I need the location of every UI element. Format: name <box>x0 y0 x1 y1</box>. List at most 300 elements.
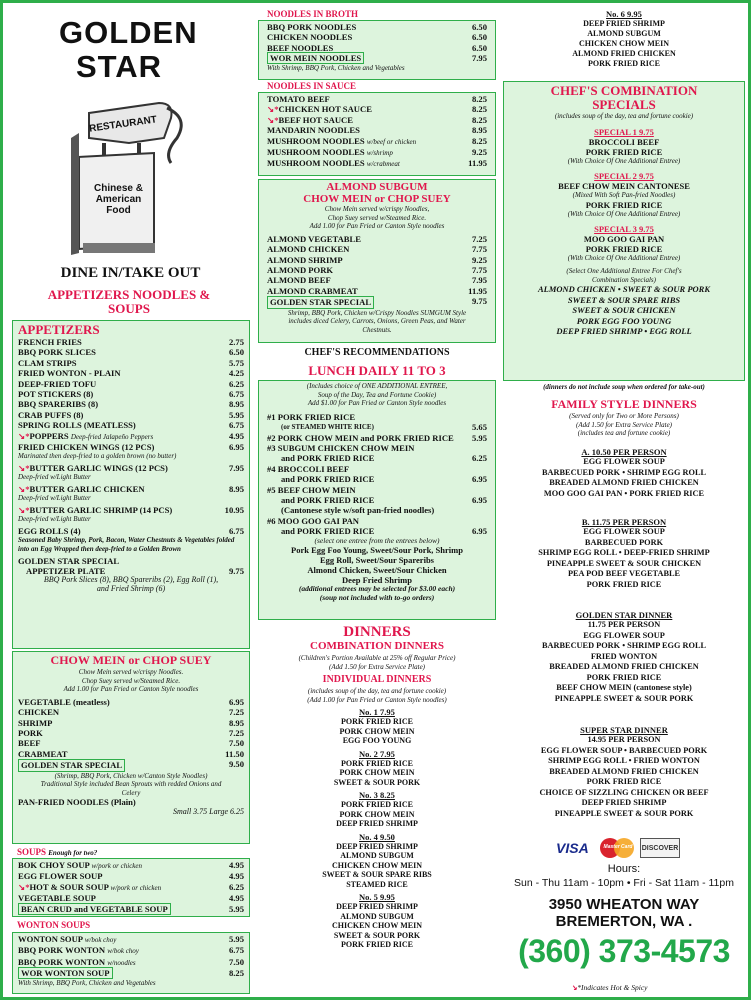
special-item: PORK FRIED RICE <box>585 199 663 210</box>
item-price: 5.95 <box>228 903 244 914</box>
wonton-note: With Shrimp, BBQ Pork, Chicken and Vegetables <box>18 978 156 987</box>
item-label-group <box>267 275 331 285</box>
special-note: (With Choice Of One Additional Entree) <box>567 254 681 263</box>
menu-item <box>267 115 487 125</box>
chow-mein-note-1: Chow Mein served w/crispy Noodles. <box>78 668 184 676</box>
item-name: GOLDEN STAR SPECIAL <box>18 759 125 771</box>
item-name: SHRIMP <box>18 717 53 728</box>
family-item: EGG FLOWER SOUP <box>583 457 665 466</box>
item-name: ALMOND BEEF <box>267 275 331 286</box>
lunch-choice-1: Pork Egg Foo Young, Sweet/Sour Pork, Shrimp <box>291 545 463 556</box>
lunch-item-sub: and PORK FRIED RICE <box>281 453 375 464</box>
chow-mein-section <box>12 651 250 844</box>
family-item: BEEF CHOW MEIN (cantonese style) <box>556 683 692 692</box>
broth-list <box>267 22 487 64</box>
lunch-item-line2 <box>267 495 487 505</box>
special-item: PORK FRIED RICE <box>585 146 663 157</box>
family-item: PINEAPPLE SWEET & SOUR PORK <box>554 693 694 703</box>
item-price: 5.95 <box>228 409 244 420</box>
lunch-list <box>267 412 487 537</box>
item-name: EGG ROLLS (4) <box>18 526 81 537</box>
item-label-group <box>267 147 393 158</box>
hours-text: Sun - Thu 11am - 10pm • Fri - Sat 11am - 11pm <box>514 877 734 889</box>
combo-items <box>501 19 747 69</box>
item-label-group <box>18 968 113 978</box>
family-item: BARBECUED PORK • SHRIMP EGG ROLL <box>541 467 707 477</box>
wonton-list <box>18 934 244 979</box>
chow-mein-note-3: Add 1.00 for Pan Fried or Canton Style noodles <box>63 685 199 694</box>
menu-item <box>18 526 244 536</box>
combo-no6 <box>501 9 747 69</box>
item-price: 8.95 <box>228 399 244 410</box>
item-label-group <box>18 410 83 420</box>
hot-spicy-icon: ↘* <box>18 484 30 495</box>
item-name: WOR WONTON SOUP <box>18 967 113 979</box>
lunch-choice-3: Almond Chicken, Sweet/Sour Chicken <box>307 565 447 576</box>
lunch-item <box>267 443 487 453</box>
entree-option: DEEP FRIED SHRIMP • EGG ROLL <box>556 326 692 337</box>
item-price: 4.25 <box>228 368 244 379</box>
family-item: EGG FLOWER SOUP <box>583 527 665 536</box>
item-name: PORK <box>18 728 43 738</box>
item-name: CHICKEN HOT SAUCE <box>278 104 372 115</box>
menu-item <box>267 147 487 158</box>
item-price: 6.95 <box>228 442 244 453</box>
menu-item <box>18 871 244 881</box>
item-price: 11.95 <box>468 158 487 169</box>
combo-item: DEEP FRIED SHRIMP <box>336 902 418 911</box>
item-price: 6.95 <box>228 696 244 707</box>
menu-item <box>18 860 244 871</box>
restaurant-logo <box>59 11 199 256</box>
family-item: SHRIMP EGG ROLL • DEEP-FRIED SHRIMP <box>538 548 710 557</box>
family-item: BREADED ALMOND FRIED CHICKEN <box>549 662 699 671</box>
menu-item <box>18 728 244 738</box>
lunch-item-price: 6.95 <box>471 495 487 506</box>
family-item: PINEAPPLE SWEET & SOUR CHICKEN <box>546 558 702 568</box>
lunch-item <box>267 433 487 443</box>
hot-spicy-legend <box>571 983 648 992</box>
sign-food-line2: American <box>95 194 142 205</box>
family-item: BREADED ALMOND FRIED CHICKEN <box>549 766 699 776</box>
item-price: 4.95 <box>228 871 244 882</box>
family-dinner-b <box>501 517 747 590</box>
hot-spicy-icon: ↘* <box>18 505 30 516</box>
family-item: PORK FRIED RICE <box>586 777 662 786</box>
lunch-item-price: 6.95 <box>471 474 487 485</box>
combo-dinner-list <box>255 707 499 953</box>
menu-item <box>18 337 244 347</box>
item-note: Shrimp, BBQ Pork, Chicken w/Crispy Noodles SUMGUM Style includes diced Celery, Carrots, Onions, Green Peas, and Water Chestnuts. <box>287 308 467 334</box>
lunch-foot-2: (soup not included with to-go orders) <box>319 592 435 602</box>
menu-item <box>267 104 487 114</box>
logo-name-line1: GOLDEN <box>59 15 198 50</box>
item-price: 6.75 <box>228 945 244 956</box>
item-desc: w/shrimp <box>366 149 393 158</box>
item-desc: w/bok choy <box>107 947 139 956</box>
item-price: 4.95 <box>228 893 244 904</box>
family-item: PORK FRIED RICE <box>586 579 662 589</box>
family-notes <box>501 412 747 438</box>
item-desc: w/pork or chicken <box>91 862 143 870</box>
item-price: Small 3.75 Large 6.25 <box>172 806 244 816</box>
left-column <box>9 7 252 999</box>
chefs-select-note: (Select One Additional Entree For Chef's Combination Specials) <box>566 266 682 284</box>
lunch-item-name: (Cantonese style w/soft pan-fried noodles) <box>281 505 435 516</box>
item-name: MUSHROOM NOODLES <box>267 147 365 158</box>
combo-item: SWEET & SOUR SPARE RIBS <box>322 870 432 879</box>
combo-head: No. 5 9.95 <box>359 892 395 902</box>
dinners-note-1: (Children's Portion Available at 25% off Regular Price) <box>298 654 456 662</box>
individual-dinners-title: INDIVIDUAL DINNERS <box>322 674 432 685</box>
menu-item <box>18 968 244 978</box>
item-price: 9.75 <box>471 296 487 307</box>
item-price: 7.50 <box>228 956 244 967</box>
right-column <box>501 7 747 999</box>
family-item: EGG FLOWER SOUP <box>583 630 665 640</box>
item-label-group <box>267 32 352 42</box>
item-desc: w/pork or chicken <box>110 883 162 892</box>
wonton-soups-section <box>12 932 250 994</box>
item-label-group <box>267 115 353 125</box>
item-label-group <box>267 234 361 244</box>
almond-note-2: Chop Suey served w/Steamed Rice. <box>327 213 427 222</box>
lunch-select: (select one entree from the entrees below) <box>314 535 440 545</box>
family-item: MOO GOO GAI PAN • PORK FRIED RICE <box>543 488 705 498</box>
item-price: 7.75 <box>471 265 487 275</box>
menu-item <box>18 431 244 442</box>
item-name: ALMOND CHICKEN <box>267 244 350 255</box>
family-item: DEEP FRIED SHRIMP <box>581 798 667 807</box>
menu-item <box>18 556 244 566</box>
chow-mein-title: CHOW MEIN or CHOP SUEY <box>50 653 212 667</box>
item-label-group <box>267 22 356 32</box>
lunch-item-line2 <box>267 422 487 432</box>
item-price: 8.25 <box>471 135 487 146</box>
item-desc: w/bok choy <box>84 936 117 944</box>
item-name: ALMOND CRABMEAT <box>267 285 358 296</box>
item-label-group <box>18 934 116 945</box>
item-name: BBQ SPARERIBS (8) <box>18 399 99 410</box>
chow-mein-note-2: Chop Suey served w/Steamed Rice. <box>81 676 181 685</box>
family-item: FRIED WONTON <box>590 651 658 661</box>
menu-item <box>267 94 487 104</box>
appetizers-noodles-title: APPETIZERS NOODLES & SOUPS <box>47 287 211 316</box>
noodles-sauce-title: NOODLES IN SAUCE <box>267 81 357 91</box>
combo-item: EGG FOO YOUNG <box>342 736 412 745</box>
almond-title-1: ALMOND SUBGUM <box>326 181 428 193</box>
lunch-item <box>267 464 487 474</box>
family-head: B. 11.75 PER PERSON <box>581 517 667 527</box>
menu-item <box>18 738 244 748</box>
item-label-group <box>267 136 416 147</box>
combo-item: PORK FRIED RICE <box>587 59 660 68</box>
menu-item <box>18 379 244 389</box>
discover-label: DISCOVER <box>641 844 679 852</box>
almond-note-1: Chow Mein served w/crispy Noodles, <box>324 205 430 213</box>
item-price: 8.95 <box>228 717 244 728</box>
almond-title-2: CHOW MEIN or CHOP SUEY <box>303 193 451 205</box>
lunch-item-name: #2 PORK CHOW MEIN and PORK FRIED RICE <box>267 432 454 443</box>
item-label-group <box>18 389 93 399</box>
lunch-item-price: 5.65 <box>471 422 487 433</box>
family-style-title: FAMILY STYLE DINNERS <box>551 397 697 411</box>
item-price: 8.25 <box>471 104 487 115</box>
item-name: BBQ PORK NOODLES <box>267 22 357 32</box>
hot-spicy-icon: ↘* <box>267 104 279 115</box>
hot-spicy-icon: ↘* <box>267 114 279 125</box>
menu-item <box>18 505 244 515</box>
combo-item: CHICKEN CHOW MEIN <box>578 39 670 48</box>
item-label-group <box>267 104 372 114</box>
item-label-group <box>267 244 349 254</box>
family-item: EGG FLOWER SOUP • BARBECUED PORK <box>540 745 708 755</box>
item-label-group <box>18 707 59 717</box>
item-price: 7.25 <box>228 707 244 718</box>
item-price: 4.95 <box>228 860 244 870</box>
item-price: 8.95 <box>471 125 487 136</box>
golden-star-dinner <box>501 610 747 704</box>
menu-item <box>18 463 244 473</box>
item-label-group <box>18 860 142 871</box>
item-name: FRIED WONTON - PLAIN <box>18 368 121 379</box>
family-item: PORK FRIED RICE <box>586 672 662 682</box>
item-price: 8.25 <box>228 968 244 979</box>
lunch-foot-1: (additional entrees may be selected for $3.00 each) <box>298 584 456 594</box>
almond-subgum-section <box>258 179 496 343</box>
almond-note-3: Add 1.00 for Pan Fried or Canton Style noodles <box>309 222 445 231</box>
chefs-combo-title-2: SPECIALS <box>592 97 656 112</box>
item-name: ALMOND SHRIMP <box>267 254 343 265</box>
item-name: WOR MEIN NOODLES <box>267 52 364 64</box>
item-label-group <box>18 871 103 881</box>
combo-item: ALMOND FRIED CHICKEN <box>572 49 676 58</box>
special-note: (With Choice Of One Additional Entree) <box>567 209 681 218</box>
item-note: Marinated then deep-fried to a golden brown (no butter) <box>18 452 177 461</box>
combo-head: No. 4 9.50 <box>359 831 395 842</box>
lunch-item-name: #3 SUBGUM CHICKEN CHOW MEIN <box>267 443 415 453</box>
lunch-item-name: #5 BEEF CHOW MEIN <box>267 484 356 495</box>
combo-item: PORK CHOW MEIN <box>339 726 415 736</box>
item-name: BUTTER GARLIC SHRIMP (14 PCS) <box>29 505 173 516</box>
lunch-item-name: #6 MOO GOO GAI PAN <box>267 515 359 526</box>
item-desc: w/beef or chicken <box>366 137 417 146</box>
menu-item <box>267 136 487 147</box>
combo-item: PORK FRIED RICE <box>340 940 413 949</box>
item-name: VEGETABLE SOUP <box>18 893 96 904</box>
sign-food-line3: Food <box>106 205 131 216</box>
menu-item <box>267 265 487 275</box>
special-note: (With Choice Of One Additional Entree) <box>567 156 681 165</box>
family-note-1: (Served only for Two or More Persons) <box>569 412 679 420</box>
combination-dinners-title: COMBINATION DINNERS <box>310 640 444 652</box>
menu-item <box>18 420 244 430</box>
item-price: 9.25 <box>471 147 487 158</box>
item-name: POPPERS <box>29 430 69 441</box>
family-item: PEA POD BEEF VEGETABLE <box>567 569 681 578</box>
hot-spicy-icon: ↘* <box>18 463 30 474</box>
menu-item <box>18 759 244 771</box>
appetizers-section <box>12 320 250 649</box>
item-note: Seasoned Baby Shrimp, Pork, Bacon, Water Chestnuts & Vegetables folded into an Egg Wrapped then deep-fried to a Golden Brown <box>18 536 235 554</box>
mastercard-label: Master Card <box>603 844 633 850</box>
item-price: 7.75 <box>471 244 487 255</box>
lunch-item <box>267 505 487 515</box>
item-label-group <box>18 904 171 914</box>
item-note: Deep-fried w/Light Butter <box>18 473 91 482</box>
item-name: CLAM STRIPS <box>18 357 77 368</box>
noodles-broth-title: NOODLES IN BROTH <box>267 9 359 19</box>
item-label-group <box>267 286 358 296</box>
soups-note: Enough for two? <box>48 849 98 857</box>
special-item: PORK FRIED RICE <box>585 244 663 255</box>
menu-item <box>267 234 487 244</box>
soup-list <box>18 860 244 914</box>
item-name: BEEF HOT SAUCE <box>278 114 353 125</box>
item-name: SPRING ROLLS (MEATLESS) <box>18 420 136 431</box>
item-note: BBQ Pork Slices (8), BBQ Spareribs (2), Egg Roll (1), and Fried Shrimp (6) <box>43 575 219 594</box>
wonton-soups-title: WONTON SOUPS <box>17 920 91 930</box>
family-item: BARBECUED PORK <box>584 537 664 547</box>
item-name: BEEF NOODLES <box>267 42 334 53</box>
item-label-group <box>18 738 40 748</box>
sign-food-label <box>81 183 156 216</box>
item-name: EGG FLOWER SOUP <box>18 871 103 882</box>
chef-special <box>510 127 738 166</box>
menu-item <box>267 244 487 254</box>
combo-item: PORK FRIED RICE <box>340 758 413 768</box>
combo-dinner <box>255 892 499 950</box>
item-name: BBQ PORK WONTON <box>18 945 106 956</box>
entree-list <box>510 284 738 337</box>
phone-number[interactable]: (360) 373-4573 <box>518 933 730 969</box>
combo-head: No. 6 9.95 <box>606 9 642 19</box>
item-price: 7.25 <box>228 728 244 738</box>
combo-dinner <box>255 707 499 746</box>
special-list <box>510 127 738 263</box>
item-name: WONTON SOUP <box>18 934 83 944</box>
appetizers-title: APPETIZERS <box>18 322 100 337</box>
combo-item: SWEET & SOUR PORK <box>333 930 421 940</box>
family-head: GOLDEN STAR DINNER <box>575 610 673 620</box>
family-head: SUPER STAR DINNER <box>580 725 668 735</box>
item-label-group <box>18 347 96 357</box>
logo-name-line2: STAR <box>75 49 163 84</box>
item-label-group <box>267 125 360 135</box>
special-sub: (Mixed With Soft Pan-fried Noodles) <box>572 191 676 200</box>
menu-item <box>18 934 244 945</box>
restaurant-sign-icon <box>59 83 199 258</box>
item-price: 6.75 <box>228 389 244 400</box>
family-dinner-a <box>501 447 747 499</box>
address-line-2: BREMERTON, WA . <box>555 913 693 930</box>
sauce-list <box>267 94 487 170</box>
item-name: CHICKEN NOODLES <box>267 32 353 43</box>
item-name: MANDARIN NOODLES <box>267 125 360 136</box>
combo-item: PORK CHOW MEIN <box>339 768 415 777</box>
family-item: BREADED ALMOND FRIED CHICKEN <box>549 478 699 487</box>
item-name: BBQ PORK SLICES <box>18 347 96 358</box>
combo-item: DEEP FRIED SHRIMP <box>336 819 418 828</box>
item-price: 9.50 <box>228 759 244 770</box>
item-label-group <box>18 728 43 738</box>
combo-item: SWEET & SOUR PORK <box>333 777 421 787</box>
lunch-item <box>267 516 487 526</box>
family-item: CHOICE OF SIZZLING CHICKEN OR BEEF <box>539 787 709 797</box>
item-name: ALMOND VEGETABLE <box>267 233 361 244</box>
item-price: 6.25 <box>228 881 244 892</box>
item-name: ALMOND PORK <box>267 265 334 275</box>
lunch-item-price: 6.95 <box>471 526 487 537</box>
soups-title: SOUPS <box>17 847 47 857</box>
family-note-2: (Add 1.50 for Extra Service Plate) <box>575 420 673 429</box>
combo-dinner <box>255 832 499 890</box>
entree-option: ALMOND CHICKEN • SWEET & SOUR PORK <box>537 284 711 295</box>
item-name: GOLDEN STAR SPECIAL <box>267 296 374 308</box>
item-price: 6.75 <box>228 526 244 537</box>
menu-item <box>267 53 487 63</box>
item-name: PAN-FRIED NOODLES (Plain) <box>18 797 136 808</box>
lunch-note-2: Soup of the Day, Tea and Fortune Cookie) <box>317 390 437 399</box>
menu-item <box>267 275 487 285</box>
noodles-broth-section <box>258 20 496 80</box>
menu-item <box>18 718 244 728</box>
menu-item <box>18 399 244 409</box>
item-price: 7.25 <box>471 233 487 244</box>
item-label-group <box>18 358 77 368</box>
menu-item <box>18 389 244 399</box>
item-name: FRIED CHICKEN WINGS (12 PCS) <box>18 442 155 453</box>
family-item: 11.75 PER PERSON <box>587 620 661 629</box>
item-label-group <box>18 882 161 893</box>
menu-item <box>267 255 487 265</box>
hours-label: Hours: <box>607 863 641 875</box>
item-name: FRENCH FRIES <box>18 337 82 347</box>
lunch-item-price: 6.25 <box>471 453 487 464</box>
item-name: TOMATO BEEF <box>267 94 330 104</box>
menu-item <box>267 125 487 135</box>
item-price: 7.50 <box>228 738 244 749</box>
item-price: 6.50 <box>228 347 244 358</box>
item-label-group <box>18 379 96 389</box>
lunch-item-line2 <box>267 453 487 463</box>
entree-option: SWEET & SOUR SPARE RIBS <box>567 294 681 305</box>
chefs-combo-note: (includes soup of the day, tea and fortune cookie) <box>554 112 694 120</box>
item-name: BEEF <box>18 738 41 749</box>
lunch-section <box>258 380 496 620</box>
appetizer-list <box>18 337 244 431</box>
sign-restaurant-label: RESTAURANT <box>88 114 158 135</box>
item-price: 5.75 <box>228 357 244 368</box>
combo-item: STEAMED RICE <box>346 879 408 889</box>
item-price: 6.25 <box>228 378 244 389</box>
item-label-group <box>18 420 136 430</box>
menu-item <box>18 442 244 452</box>
item-name: POT STICKERS (8) <box>18 389 94 400</box>
combo-head: No. 3 8.25 <box>359 790 395 800</box>
combo-item: PORK FRIED RICE <box>340 717 413 726</box>
lunch-item-name: #1 PORK FRIED RICE <box>267 411 356 422</box>
item-label-group <box>18 368 121 378</box>
combo-head: No. 1 7.95 <box>359 707 395 717</box>
menu-item <box>18 358 244 368</box>
family-item: SHRIMP EGG ROLL • FRIED WONTON <box>548 756 700 765</box>
chef-special <box>510 171 738 218</box>
item-label-group <box>18 945 139 956</box>
lunch-item-sub: (or STEAMED WHITE RICE) <box>281 423 374 432</box>
combo-item: ALMOND SUBGUM <box>340 851 414 860</box>
lunch-item-price: 5.95 <box>471 432 487 443</box>
